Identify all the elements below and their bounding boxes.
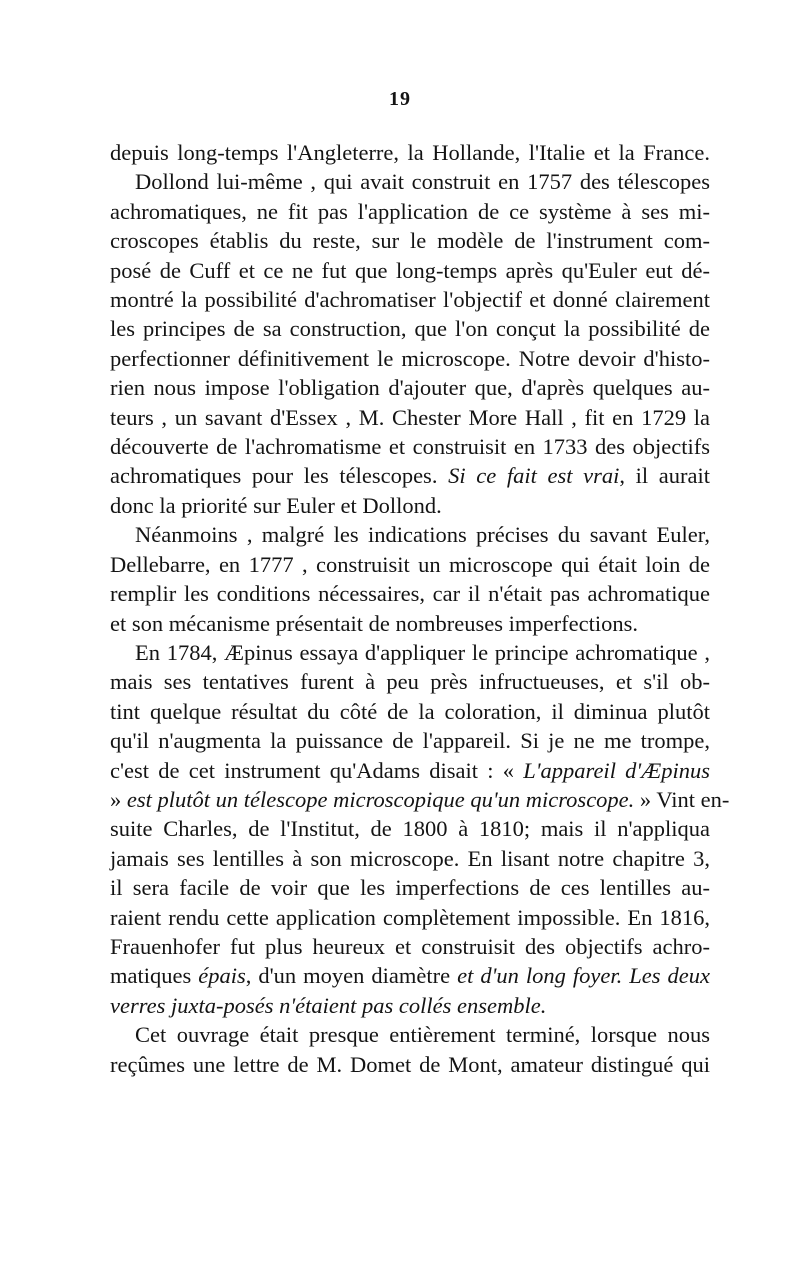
paragraph-3 [110,638,730,1020]
text-line: Cet ouvrage était presque entièrement terminé, lorsque nous [135,1022,710,1048]
page-number: 19 [389,88,411,110]
italic-run: et d'un long foyer. Les deux [457,963,710,989]
text-line: Néanmoins , malgré les indications précises du savant Euler, [135,522,710,548]
text-line: montré la possibilité d'achromatiser l'objectif et donné clairement [110,287,710,313]
text-line: Frauenhofer fut plus heureux et construisit des objectifs achro- [110,933,710,959]
text-line [110,756,710,785]
text-run: » Vint en- [634,786,730,812]
italic-run: épais [198,963,246,989]
text-line: Dellebarre, en 1777 , construisit un microscope qui était loin de [110,551,710,577]
text-line: tint quelque résultat du côté de la coloration, il diminua plutôt [110,698,710,724]
text-line [110,785,730,814]
text-line [110,461,710,490]
text-line: depuis long-temps l'Angleterre, la Hollande, l'Italie et la France. [110,140,710,165]
text-line: jamais ses lentilles à son microscope. En lisant notre chapitre 3, [110,845,710,871]
paragraph-2 [110,520,710,638]
text-line: mais ses tentatives furent à peu près infructueuses, et s'il ob- [110,669,710,695]
text-line: raient rendu cette application complètement impossible. En 1816, [110,904,710,930]
text-line [110,991,710,1020]
text-line: rien nous impose l'obligation d'ajouter que, d'après quelques au- [110,375,710,401]
text-line: donc la priorité sur Euler et Dollond. [110,492,442,518]
text-run: achromatiques pour les télescopes. [110,463,449,489]
text-line: qu'il n'augmenta la puissance de l'appareil. Si je ne me trompe, [110,728,710,754]
italic-run: Si ce fait est vrai [448,463,620,489]
text-line: suite Charles, de l'Institut, de 1800 à 1810; mais il n'appliqua [110,816,710,842]
text-run: c'est de cet instrument qu'Adams disait : « [110,757,524,783]
paragraph-1 [110,138,710,520]
text-line: En 1784, Æpinus essaya d'appliquer le principe achromatique , [135,639,710,665]
body-text [110,138,730,1079]
text-run: , d'un moyen diamètre [245,963,458,989]
text-line: teurs , un savant d'Essex , M. Chester More Hall , fit en 1729 la [110,404,710,430]
text-line: achromatiques, ne fit pas l'application de ce système à ses mi- [110,198,710,224]
text-line: découverte de l'achromatisme et construisit en 1733 des objectifs [110,434,710,460]
text-line: Dollond lui-même , qui avait construit en 1757 des télescopes [135,169,710,195]
italic-run: verres juxta-posés n'étaient pas collés ensemble. [110,992,547,1018]
italic-run: L'appareil d'Æpinus [523,757,711,783]
text-line: les principes de sa construction, que l'on conçut la possibilité de [110,316,710,342]
text-line: et son mécanisme présentait de nombreuses imperfections. [110,610,638,636]
text-line: reçûmes une lettre de M. Domet de Mont, amateur distingué qui [110,1051,710,1077]
text-line [110,961,710,990]
text-line: il sera facile de voir que les imperfections de ces lentilles au- [110,875,710,901]
text-run: , il aurait [619,463,710,489]
text-line: remplir les conditions nécessaires, car il n'était pas achromatique [110,581,710,607]
italic-run: est plutôt un télescope microscopique qu'un microscope. [126,786,635,812]
text-line: perfectionner définitivement le microscope. Notre devoir d'histo- [110,345,710,371]
text-line: posé de Cuff et ce ne fut que long-temps après qu'Euler eut dé- [110,257,710,283]
paragraph-4 [110,1020,710,1079]
text-run: matiques [110,963,199,989]
text-run: » [110,786,127,812]
text-line: croscopes établis du reste, sur le modèle de l'instrument com- [110,228,710,254]
